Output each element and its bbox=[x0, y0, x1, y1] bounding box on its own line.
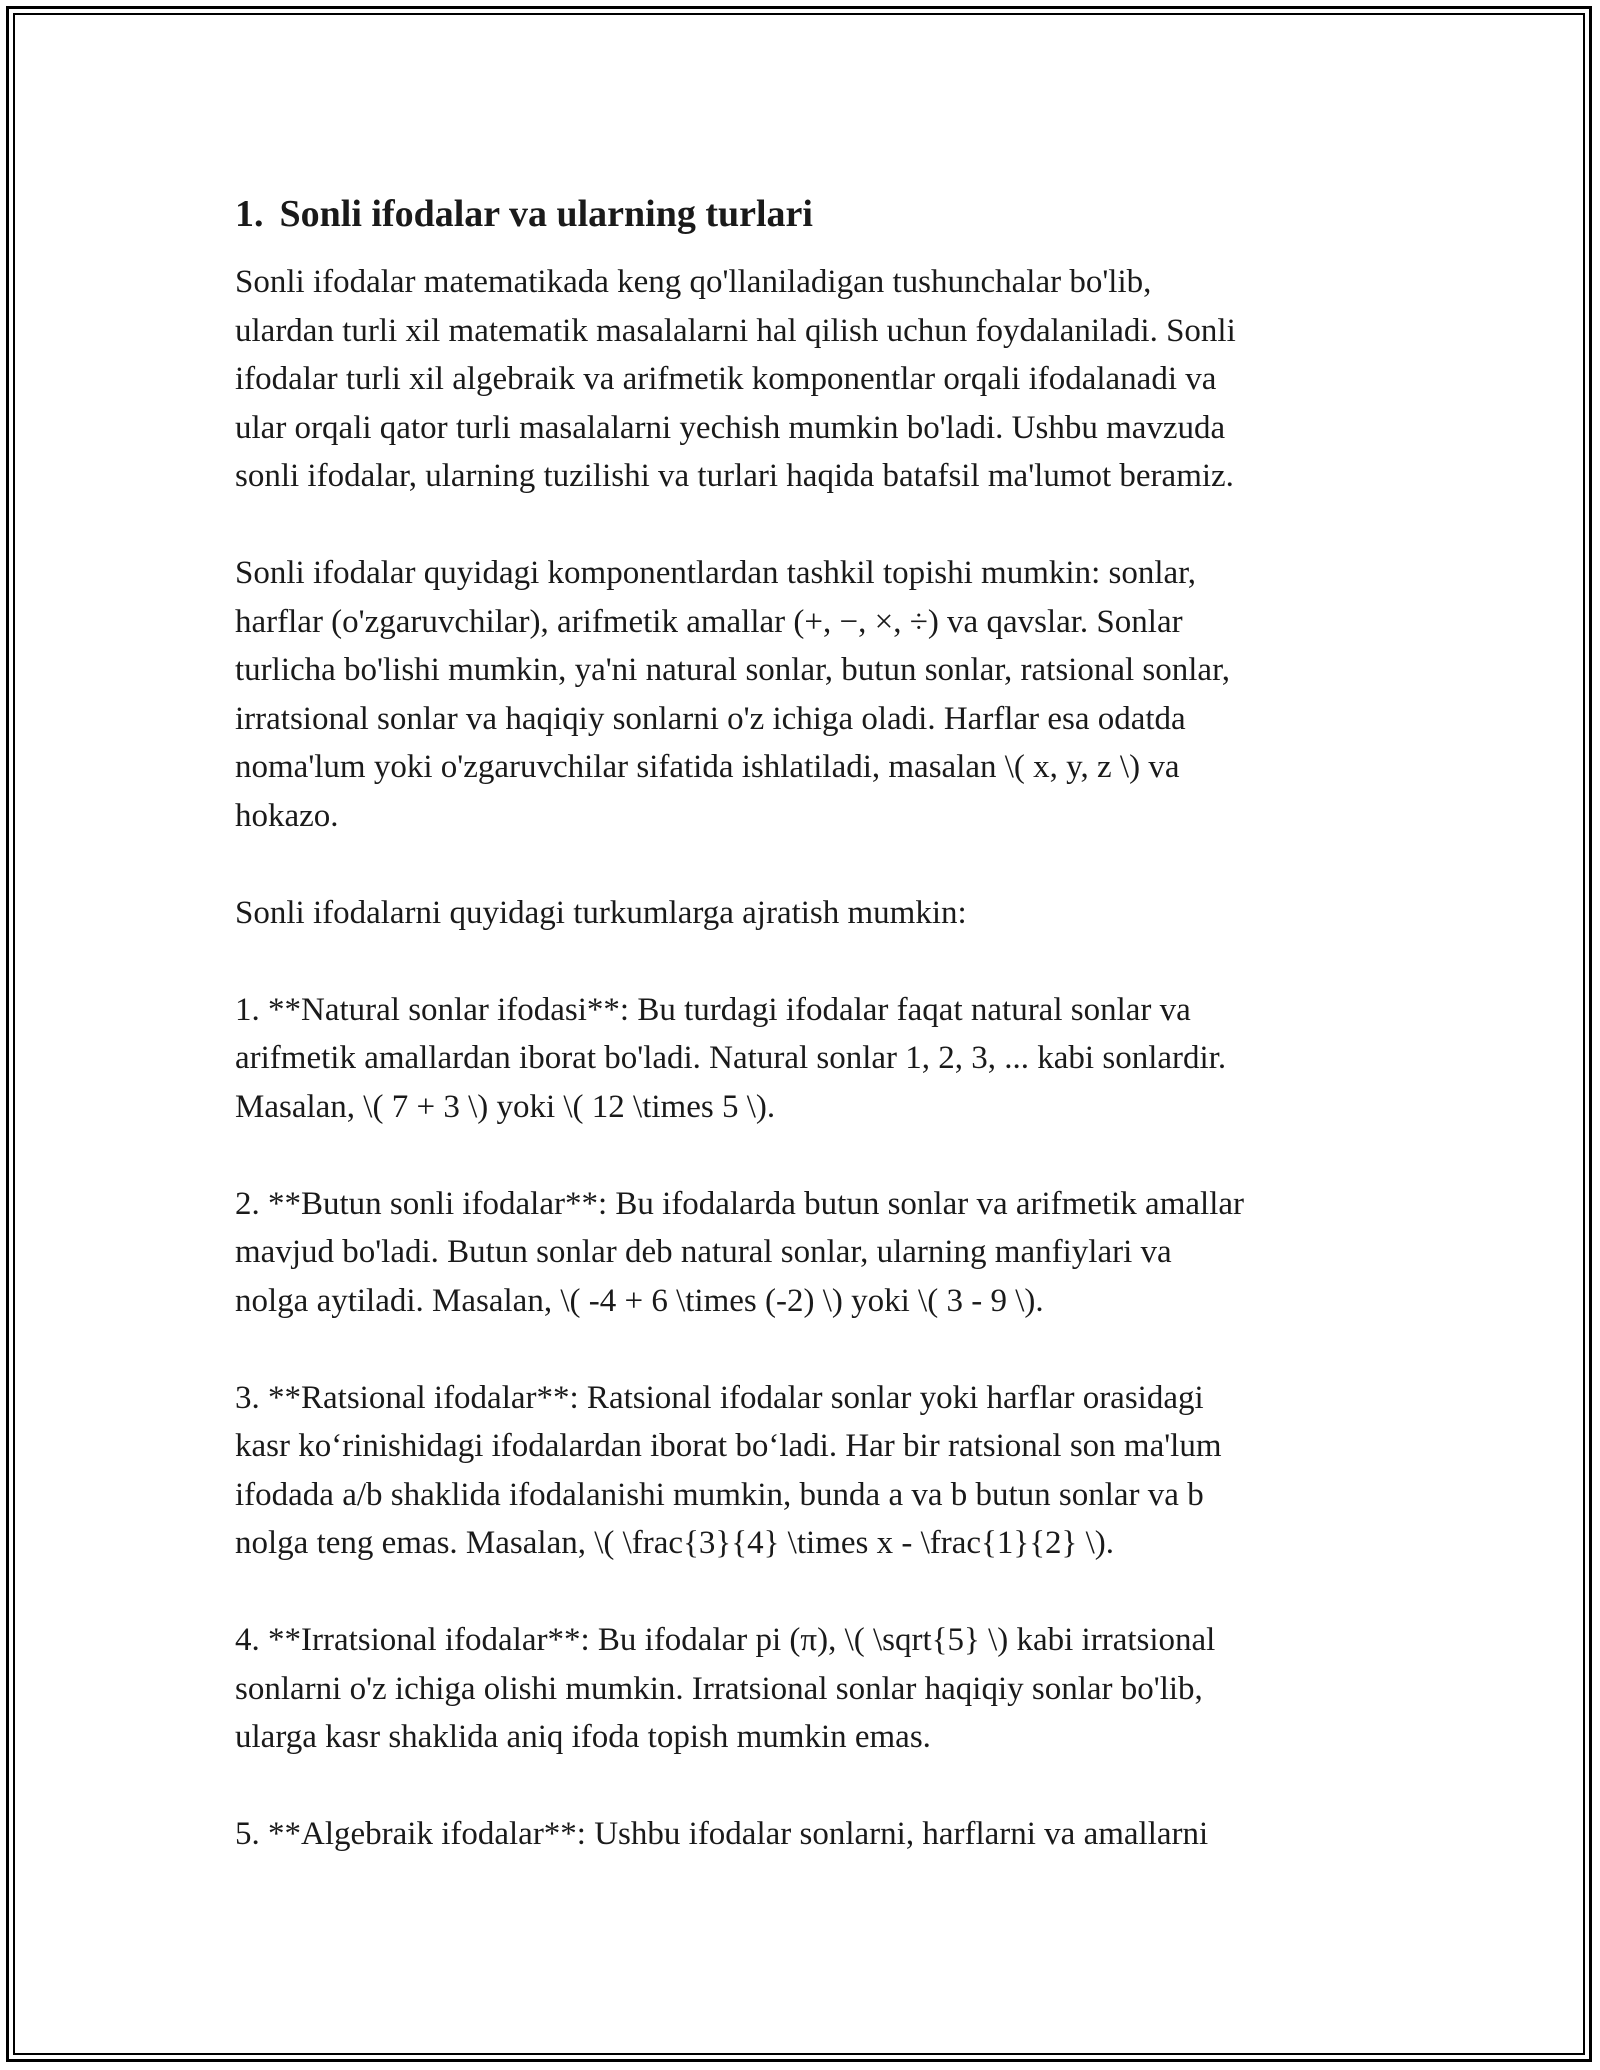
text-line: ular orqali qator turli masalalarni yechish mumkin bo'ladi. Ushbu mavzuda bbox=[235, 409, 1226, 446]
paragraph-intro bbox=[235, 258, 1385, 501]
text-line: hokazo. bbox=[235, 797, 339, 834]
text-line: irratsional sonlar va haqiqiy sonlarni o'z ichiga oladi. Harflar esa odatda bbox=[235, 700, 1186, 737]
paragraph-categories-intro bbox=[235, 889, 1385, 938]
text-line: kasr ko‘rinishidagi ifodalardan iborat bo‘ladi. Har bir ratsional son ma'lum bbox=[235, 1428, 1222, 1464]
text-line: sonlarni o'z ichiga olishi mumkin. Irratsional sonlar haqiqiy sonlar bo'lib, bbox=[235, 1670, 1203, 1707]
text-line: mavjud bo'ladi. Butun sonlar deb natural sonlar, ularning manfiylari va bbox=[235, 1234, 1172, 1270]
text-line: 2. **Butun sonli ifodalar**: Bu ifodalarda butun sonlar va arifmetik amallar bbox=[235, 1185, 1244, 1222]
text-line: 3. **Ratsional ifodalar**: Ratsional ifodalar sonlar yoki harflar orasidagi bbox=[235, 1379, 1204, 1416]
paragraph-components bbox=[235, 549, 1385, 840]
section-title: Sonli ifodalar va ularning turlari bbox=[279, 193, 813, 235]
text-line: nolga teng emas. Masalan, \( \frac{3}{4} \times x - \frac{1}{2} \). bbox=[235, 1525, 1115, 1561]
list-item-rational bbox=[235, 1374, 1385, 1568]
text-line: 1. **Natural sonlar ifodasi**: Bu turdagi ifodalar faqat natural sonlar va bbox=[235, 991, 1191, 1028]
text-line: ulardan turli xil matematik masalalarni hal qilish uchun foydalaniladi. Sonli bbox=[235, 312, 1236, 349]
list-item-natural bbox=[235, 986, 1385, 1132]
text-line: Sonli ifodalar matematikada keng qo'llaniladigan tushunchalar bo'lib, bbox=[235, 264, 1152, 300]
text-line: Masalan, \( 7 + 3 \) yoki \( 12 \times 5 \). bbox=[235, 1088, 776, 1125]
text-line: 4. **Irratsional ifodalar**: Bu ifodalar pi (π), \( \sqrt{5} \) kabi irratsional bbox=[235, 1622, 1216, 1658]
list-item-integer bbox=[235, 1180, 1385, 1326]
text-line: harflar (o'zgaruvchilar), arifmetik amallar (+, −, ×, ÷) va qavslar. Sonlar bbox=[235, 603, 1183, 640]
text-line: noma'lum yoki o'zgaruvchilar sifatida ishlatiladi, masalan \( x, y, z \) va bbox=[235, 749, 1180, 785]
section-number: 1. bbox=[235, 193, 264, 235]
text-line: Sonli ifodalar quyidagi komponentlardan tashkil topishi mumkin: sonlar, bbox=[235, 555, 1197, 591]
list-item-algebraic bbox=[235, 1810, 1385, 1859]
text-line: turlicha bo'lishi mumkin, ya'ni natural sonlar, butun sonlar, ratsional sonlar, bbox=[235, 652, 1230, 688]
document-page bbox=[235, 190, 1385, 1907]
text-line: nolga aytiladi. Masalan, \( -4 + 6 \times (-2) \) yoki \( 3 - 9 \). bbox=[235, 1282, 1044, 1319]
text-line: ularga kasr shaklida aniq ifoda topish mumkin emas. bbox=[235, 1719, 931, 1755]
text-line: 5. **Algebraik ifodalar**: Ushbu ifodalar sonlarni, harflarni va amallarni bbox=[235, 1816, 1209, 1852]
text-line: sonli ifodalar, ularning tuzilishi va turlari haqida batafsil ma'lumot beramiz. bbox=[235, 458, 1234, 494]
text-line: ifodalar turli xil algebraik va arifmetik komponentlar orqali ifodalanadi va bbox=[235, 361, 1217, 397]
section-heading bbox=[235, 190, 1385, 238]
text-line: ifodada a/b shaklida ifodalanishi mumkin, bunda a va b butun sonlar va b bbox=[235, 1476, 1204, 1513]
list-item-irrational bbox=[235, 1616, 1385, 1762]
text-line: arifmetik amallardan iborat bo'ladi. Natural sonlar 1, 2, 3, ... kabi sonlardir. bbox=[235, 1040, 1227, 1076]
text-line: Sonli ifodalarni quyidagi turkumlarga ajratish mumkin: bbox=[235, 894, 967, 931]
